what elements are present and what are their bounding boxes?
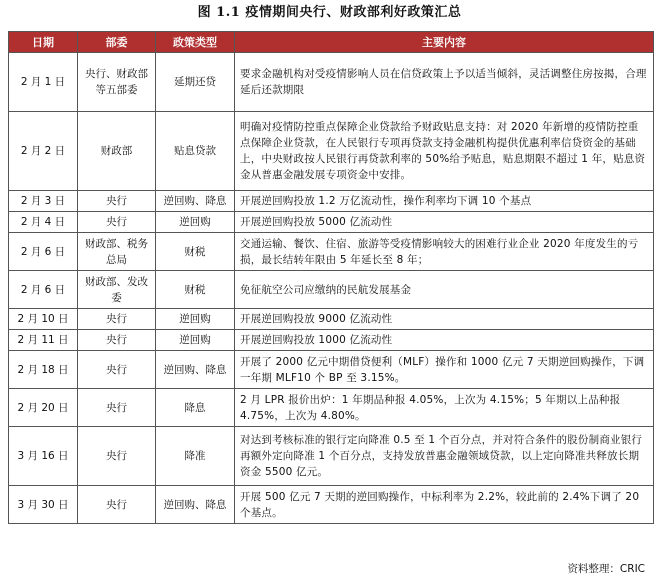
cell-content: 开展逆回购投放 1.2 万亿流动性，操作利率均下调 10 个基点	[235, 191, 654, 212]
cell-content: 要求金融机构对受疫情影响人员在信贷政策上予以适当倾斜，灵活调整住房按揭，合理延后还款期限	[235, 53, 654, 112]
cell-date: 2 月 3 日	[9, 191, 78, 212]
cell-content: 对达到考核标准的银行定向降准 0.5 至 1 个百分点，并对符合条件的股份制商业银行再额外定向降准 1 个百分点，支持发放普惠金融领域贷款，以上定向降准共释放长期资金 5500 亿元。	[235, 427, 654, 486]
column-header-type: 政策类型	[156, 32, 235, 53]
policy-table	[8, 31, 654, 524]
table-row	[9, 351, 654, 389]
column-header-content: 主要内容	[235, 32, 654, 53]
cell-content: 开展逆回购投放 9000 亿流动性	[235, 309, 654, 330]
cell-dept: 央行、财政部等五部委	[78, 53, 156, 112]
cell-content: 2 月 LPR 报价出炉：1 年期品种报 4.05%，上次为 4.15%；5 年期以上品种报 4.75%，上次为 4.80%。	[235, 389, 654, 427]
cell-type: 逆回购	[156, 330, 235, 351]
table-row	[9, 53, 654, 112]
cell-dept: 央行	[78, 191, 156, 212]
cell-dept: 财政部、发改委	[78, 271, 156, 309]
cell-type: 逆回购	[156, 212, 235, 233]
column-header-dept: 部委	[78, 32, 156, 53]
figure-title: 图 1.1 疫情期间央行、财政部利好政策汇总	[197, 5, 462, 20]
table-row	[9, 330, 654, 351]
table-row	[9, 271, 654, 309]
cell-content: 开展 500 亿元 7 天期的逆回购操作，中标利率为 2.2%，较此前的 2.4%下调了 20 个基点。	[235, 486, 654, 524]
cell-dept: 央行	[78, 427, 156, 486]
cell-dept: 央行	[78, 389, 156, 427]
cell-dept: 央行	[78, 309, 156, 330]
cell-dept: 财政部、税务总局	[78, 233, 156, 271]
cell-content: 开展逆回购投放 1000 亿流动性	[235, 330, 654, 351]
table-header	[9, 32, 654, 53]
cell-date: 2 月 18 日	[9, 351, 78, 389]
cell-date: 2 月 4 日	[9, 212, 78, 233]
cell-date: 2 月 10 日	[9, 309, 78, 330]
table-row	[9, 486, 654, 524]
cell-type: 逆回购	[156, 309, 235, 330]
cell-content: 明确对疫情防控重点保障企业贷款给予财政贴息支持：对 2020 年新增的疫情防控重点保障企业贷款，在人民银行专项再贷款支持金融机构提供优惠利率信贷资金的基础上，中央财政按人民银行再贷款利率的 50%给予贴息，贴息期限不超过 1 年，贴息资金从普惠金融发展专项资金中安排。	[235, 112, 654, 191]
cell-date: 2 月 6 日	[9, 271, 78, 309]
cell-dept: 央行	[78, 212, 156, 233]
source-note: 资料整理：CRIC	[567, 563, 645, 575]
table-row	[9, 389, 654, 427]
cell-date: 2 月 1 日	[9, 53, 78, 112]
cell-content: 交通运输、餐饮、住宿、旅游等受疫情影响较大的困难行业企业 2020 年度发生的亏损，最长结转年限由 5 年延长至 8 年；	[235, 233, 654, 271]
cell-type: 降准	[156, 427, 235, 486]
table-row	[9, 309, 654, 330]
cell-type: 贴息贷款	[156, 112, 235, 191]
cell-type: 延期还贷	[156, 53, 235, 112]
cell-date: 2 月 11 日	[9, 330, 78, 351]
table-row	[9, 427, 654, 486]
table-row	[9, 233, 654, 271]
cell-date: 2 月 6 日	[9, 233, 78, 271]
cell-dept: 央行	[78, 351, 156, 389]
cell-date: 2 月 20 日	[9, 389, 78, 427]
cell-date: 3 月 30 日	[9, 486, 78, 524]
cell-dept: 央行	[78, 330, 156, 351]
cell-content: 免征航空公司应缴纳的民航发展基金	[235, 271, 654, 309]
table-row	[9, 191, 654, 212]
cell-dept: 央行	[78, 486, 156, 524]
cell-dept: 财政部	[78, 112, 156, 191]
cell-type: 财税	[156, 233, 235, 271]
cell-date: 3 月 16 日	[9, 427, 78, 486]
cell-type: 降息	[156, 389, 235, 427]
column-header-date: 日期	[9, 32, 78, 53]
cell-type: 逆回购、降息	[156, 486, 235, 524]
table-row	[9, 212, 654, 233]
cell-date: 2 月 2 日	[9, 112, 78, 191]
table-body	[9, 53, 654, 524]
cell-content: 开展了 2000 亿元中期借贷便利（MLF）操作和 1000 亿元 7 天期逆回购操作，下调一年期 MLF10 个 BP 至 3.15%。	[235, 351, 654, 389]
cell-content: 开展逆回购投放 5000 亿流动性	[235, 212, 654, 233]
cell-type: 财税	[156, 271, 235, 309]
cell-type: 逆回购、降息	[156, 351, 235, 389]
cell-type: 逆回购、降息	[156, 191, 235, 212]
table-row	[9, 112, 654, 191]
